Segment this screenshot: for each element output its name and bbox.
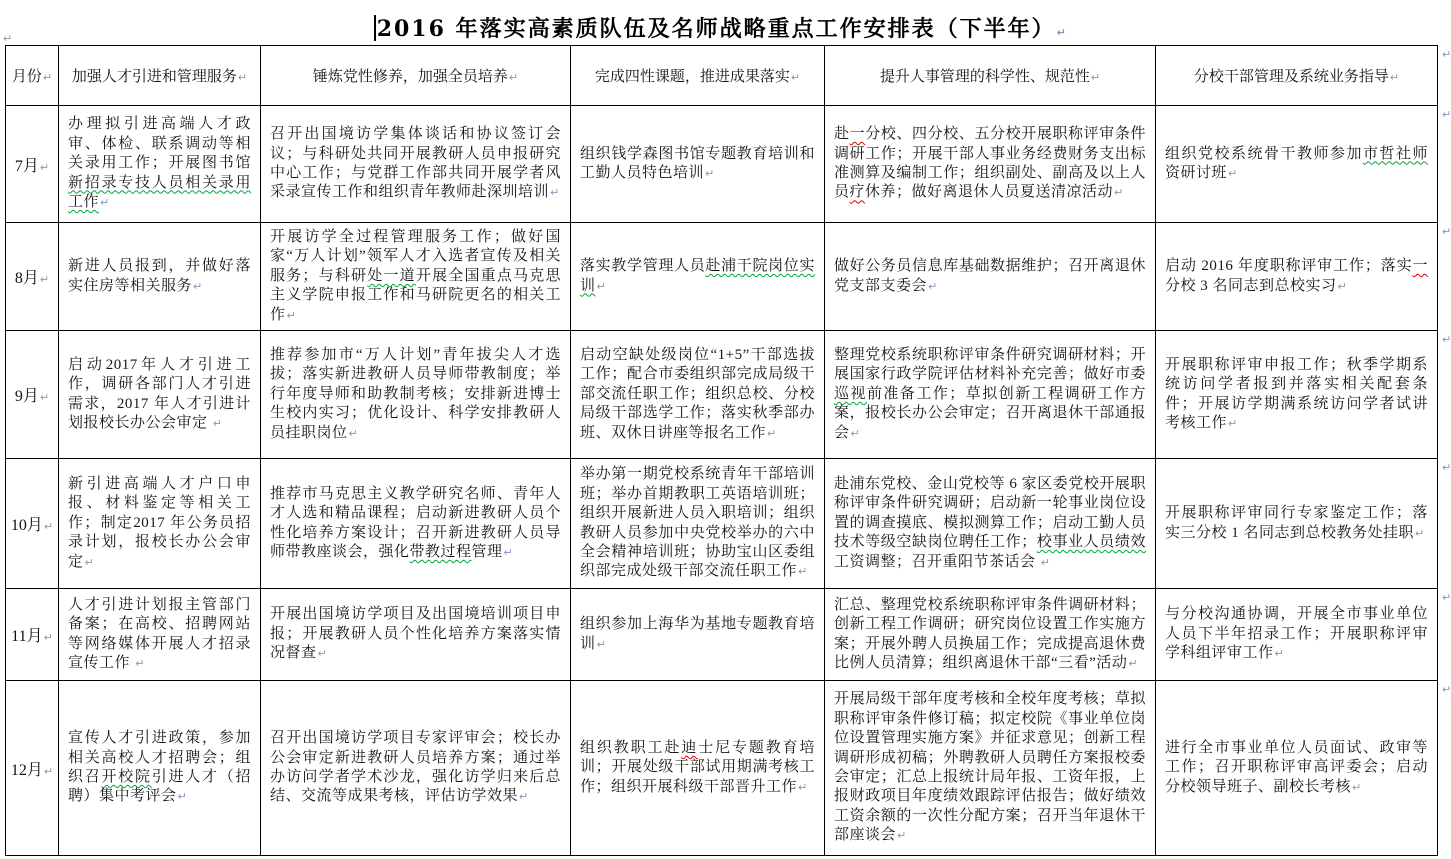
- column-header[interactable]: [571, 46, 825, 106]
- cell-text: 组织参加上海华为基地专题教育培训: [580, 616, 815, 652]
- cell-text: 落实教学管理人员: [580, 258, 706, 275]
- task-cell-text: [270, 125, 561, 203]
- task-cell-text: [1165, 504, 1428, 543]
- cell-text: 组织教职工赴: [580, 739, 682, 756]
- month-label: 10月: [10, 517, 43, 534]
- cell-text: 开展职称评审申报工作；秋季学期系统访问学者报到并落实相关配套条件；开展访学期满系统访问学者试讲考核工作: [1165, 356, 1428, 431]
- task-cell[interactable]: [59, 106, 261, 223]
- task-cell-text: [834, 690, 1146, 845]
- cell-text: 人才引进计划报主管部门备案；在高校、招聘网站等网络媒体开展人才招录宣传工作: [68, 596, 251, 671]
- column-header-label: 提升人事管理的科学性、规范性: [879, 69, 1090, 85]
- paragraph-mark: ↵: [1114, 186, 1124, 200]
- spellcheck-red-text: 一: [1412, 258, 1428, 275]
- task-cell[interactable]: [1156, 331, 1438, 459]
- task-cell[interactable]: [1156, 106, 1438, 223]
- task-cell-text: [68, 475, 251, 572]
- cell-text: 新引进高端人才户口申报、材料鉴定等相关工作；制定2017 年公务员招录计划，报校长办公会审定: [68, 475, 251, 570]
- spellcheck-green-text: 巡视: [834, 385, 867, 402]
- task-cell-text: [68, 729, 251, 807]
- paragraph-mark: ↵: [798, 565, 808, 579]
- cell-text: 前准备工作；草拟创新工程调研工作方案，报校长办公会审定；召开离退休干部通报会: [834, 385, 1146, 441]
- paragraph-mark: ↵: [43, 520, 54, 533]
- cell-text: 做好公务员信息库基础数据维护；召开离退休党支部支委会: [834, 258, 1146, 294]
- spellcheck-red-text: 疗: [849, 184, 866, 201]
- cell-text: 新进人员报到，并做好落实住房等相关服务: [68, 258, 251, 294]
- column-header[interactable]: [825, 46, 1156, 106]
- task-cell[interactable]: [825, 106, 1156, 223]
- task-cell[interactable]: [571, 589, 825, 681]
- cell-text: 召开出国境访学项目专家评审会；校长办公会审定新进教研人员培养方案；通过举办访问学者学术沙龙，强化访学归来后总结、交流等成果考核，评估访学效果: [270, 730, 561, 805]
- cell-text: 士尼专题教育培训；开展处级干部试用期满考核工作；组织开展科级干部晋升工作: [580, 739, 815, 795]
- paragraph-mark: ↵: [1040, 555, 1050, 569]
- task-cell-text: [1165, 257, 1428, 296]
- cell-text: 宣传人才引进政策，参加相关高校人才招聘会；组织召: [68, 730, 251, 785]
- task-cell[interactable]: [571, 681, 825, 856]
- title-text: 2016 年落实高素质队伍及名师战略重点工作安排表（下半年）: [376, 16, 1056, 42]
- cell-text: 启动 2016 年度职称评审工作；落实: [1165, 258, 1413, 275]
- paragraph-mark: ↵: [1389, 71, 1400, 84]
- paragraph-mark: ↵: [1442, 591, 1451, 604]
- column-header-label: 完成四性课题，推进成果落实: [594, 69, 790, 85]
- paragraph-mark: ↵: [177, 790, 187, 804]
- task-cell[interactable]: [825, 331, 1156, 459]
- task-cell-text: [68, 257, 251, 296]
- paragraph-mark: ↵: [1415, 526, 1425, 540]
- cell-text: 开展职称评审同行专家鉴定工作；落实三分校 1 名同志到总校教务处挂职: [1165, 505, 1428, 541]
- month-cell[interactable]: [6, 459, 59, 589]
- month-label: 8月: [14, 270, 39, 287]
- paragraph-mark: ↵: [928, 279, 938, 293]
- month-label: 7月: [14, 157, 39, 175]
- paragraph-mark: ↵: [135, 656, 145, 670]
- task-cell[interactable]: [59, 331, 261, 459]
- task-cell-text: [580, 145, 815, 184]
- paragraph-mark: ↵: [1442, 225, 1451, 238]
- paragraph-mark: ↵: [43, 764, 54, 778]
- paragraph-mark: ↵: [43, 631, 53, 644]
- paragraph-mark: ↵: [1228, 167, 1238, 180]
- cell-text: 开展访学全过程管理服务工作；做好国家“万人计划”领军人才入选者宣传及相关服务；与科研: [270, 228, 561, 284]
- table-wrap: [5, 45, 1451, 856]
- cell-text: 与分校沟通协调，开展全市事业单位人员下半年招录工作；开展职称评审学科组评审工作: [1165, 606, 1428, 662]
- task-cell[interactable]: [1156, 589, 1438, 681]
- spellcheck-red-text: 迪: [681, 739, 699, 756]
- paragraph-mark: ↵: [897, 829, 907, 843]
- paragraph-mark: ↵: [286, 308, 296, 322]
- document-title[interactable]: [0, 0, 1440, 45]
- task-cell[interactable]: [825, 223, 1156, 331]
- cell-text: 开展局级干部年度考核和全校年度考核；草拟职称评审条件修订稿；拟定校院《事业单位岗位设置管理实施方案》并征求意见；创新工程调研形成初稿；外聘教研人员聘任方案报校委会审定；汇总上报统计局年报、工资年报，上报财政项目年度绩效跟踪评估报告；做好绩效工资余额的一次性分配方案；召开当年退休干部座谈会: [834, 691, 1146, 844]
- task-cell-text: [68, 356, 251, 434]
- cell-text: 开展全国重点马克思主义学院申报工作和马研院更名的相关工作: [270, 267, 561, 323]
- paragraph-mark: ↵: [1352, 780, 1362, 794]
- paragraph-mark: ↵: [1228, 416, 1238, 430]
- task-cell-text: [270, 485, 561, 563]
- cell-text: 管理: [471, 543, 503, 560]
- spellcheck-green-text: 赴浦干院岗位实训: [580, 258, 815, 294]
- paragraph-mark: ↵: [519, 790, 529, 804]
- task-cell[interactable]: [261, 589, 571, 681]
- paragraph-mark: ↵: [705, 167, 715, 180]
- paragraph-mark: ↵: [39, 160, 50, 174]
- task-cell-text: [580, 465, 815, 581]
- column-header-label: 锤炼党性修养，加强全员培养: [312, 69, 508, 85]
- task-cell-text: [1165, 356, 1428, 434]
- month-label: 11月: [11, 628, 43, 645]
- paragraph-mark: ↵: [212, 416, 222, 430]
- cell-text: 整理党校系统职称评审条件研究调研材料；开展国家行政学院评估材料补充完善；做好市委: [834, 346, 1146, 383]
- column-header-label: 分校干部管理及系统业务指导: [1193, 69, 1389, 85]
- task-cell[interactable]: [59, 223, 261, 331]
- paragraph-mark: ↵: [39, 273, 50, 286]
- cell-text: 组织钱学森图书馆专题教育培训和工勤人员特色培训: [580, 145, 815, 181]
- cell-text: 启动空缺处级岗位“1+5”干部选拔工作；配合市委组织部完成局级干部交流任职工作；组织总校、分校局级干部选学工作；落实秋季部办班、双休日讲座等报名工作: [580, 346, 815, 441]
- cell-text: 办理拟引进高端人才政审、体检、联系调动等相关录用工作；开展图书馆: [68, 116, 251, 172]
- schedule-table[interactable]: [5, 45, 1438, 856]
- task-cell-text: [68, 596, 251, 674]
- cell-text: 进行全市事业单位人员面试、政审等工作；召开职称评审高评委会；启动分校领导班子、副校长考核: [1165, 739, 1428, 795]
- paragraph-mark: ↵: [193, 279, 203, 293]
- paragraph-mark: ↵: [1274, 647, 1284, 661]
- month-cell[interactable]: [6, 106, 59, 223]
- month-label: 12月: [10, 761, 43, 779]
- task-cell-text: [270, 605, 561, 663]
- paragraph-mark: ↵: [1442, 333, 1451, 346]
- task-cell[interactable]: [571, 459, 825, 589]
- cell-text: 汇总、整理党校系统职称评审条件调研材料；创新工程工作调研；研究岗位设置工作实施方案；开展外聘人员换届工作；完成提高退休费比例人员清算；组织离退休干部“三看”活动: [834, 596, 1146, 671]
- paragraph-mark: ↵: [550, 186, 560, 200]
- paragraph-mark: ↵: [1090, 71, 1101, 84]
- cell-text: 赴浦东党校、金山党校等 6 家区委党校开展职称评审条件研究调研；启动新一轮事业岗位设置的调查摸底、模拟测算工作；启动工勤人员技术等级空缺岗位聘任工作；: [834, 475, 1146, 551]
- paragraph-mark: ↵: [3, 32, 13, 45]
- column-header-label: 月份: [11, 69, 42, 85]
- cell-text: 举办第一期党校系统青年干部培训班；举办首期教职工英语培训班；组织开展新进人员入职培训；组织教研人员参加中央党校举办的六中全会精神培训班；协助宝山区委组织部完成处级干部交流任职工作: [580, 466, 815, 580]
- task-cell[interactable]: [1156, 223, 1438, 331]
- task-cell-text: [580, 257, 815, 296]
- task-cell-text: [580, 739, 815, 797]
- task-cell-text: [1165, 605, 1428, 663]
- task-cell[interactable]: [825, 681, 1156, 856]
- task-cell-text: [1165, 739, 1428, 797]
- task-cell-text: [1165, 145, 1428, 184]
- paragraph-mark: ↵: [317, 647, 327, 661]
- spellcheck-green-text: 开校院: [101, 769, 152, 785]
- task-cell[interactable]: [59, 459, 261, 589]
- paragraph-mark: ↵: [348, 426, 358, 440]
- column-header[interactable]: [261, 46, 571, 106]
- paragraph-mark: ↵: [850, 426, 860, 440]
- spellcheck-green-text: 带教过程: [409, 543, 472, 560]
- paragraph-mark: ↵: [790, 71, 801, 84]
- paragraph-mark: ↵: [1442, 108, 1451, 121]
- paragraph-mark: ↵: [39, 391, 50, 404]
- paragraph-mark: ↵: [1442, 48, 1451, 61]
- task-cell-text: [834, 475, 1146, 572]
- task-cell[interactable]: [261, 459, 571, 589]
- task-cell-text: [270, 228, 561, 325]
- text-cursor: [374, 15, 376, 41]
- task-cell-text: [834, 125, 1146, 203]
- task-cell[interactable]: [571, 106, 825, 223]
- task-cell[interactable]: [59, 681, 261, 856]
- task-cell-text: [270, 729, 561, 807]
- task-cell[interactable]: [571, 223, 825, 331]
- task-cell-text: [580, 615, 815, 654]
- paragraph-mark: ↵: [596, 279, 606, 293]
- paragraph-mark: ↵: [100, 196, 110, 210]
- paragraph-mark: ↵: [84, 555, 94, 569]
- spellcheck-green-text: 市哲社师: [1362, 145, 1428, 162]
- cell-text: 工资调整；召开重阳节茶话会: [834, 553, 1040, 570]
- paragraph-mark: ↵: [42, 71, 53, 84]
- task-cell[interactable]: [261, 223, 571, 331]
- paragraph-mark: ↵: [503, 545, 513, 559]
- task-cell[interactable]: [261, 681, 571, 856]
- paragraph-mark: ↵: [767, 426, 777, 440]
- cell-text: 组织党校系统骨干教师参加: [1165, 145, 1363, 162]
- cell-text: 休养；做好离退休人员夏送清凉活动: [865, 184, 1114, 201]
- task-cell[interactable]: [825, 589, 1156, 681]
- spellcheck-red-text: 一: [849, 126, 866, 143]
- month-cell[interactable]: [6, 681, 59, 856]
- column-header-label: 加强人才引进和管理服务: [71, 69, 237, 85]
- task-cell[interactable]: [571, 331, 825, 459]
- cell-text: 分校 3 名同志到总校实习: [1165, 277, 1337, 294]
- task-cell-text: [834, 257, 1146, 296]
- month-cell[interactable]: [6, 331, 59, 459]
- task-cell[interactable]: [1156, 459, 1438, 589]
- cell-text: 开展出国境访学项目及出国境培训项目申报；开展教研人员个性化培养方案落实情况督查: [270, 606, 561, 662]
- spellcheck-green-text: 新招录专技人员相关录用工作: [68, 174, 251, 211]
- task-cell[interactable]: [825, 459, 1156, 589]
- cell-text: 资研讨班: [1165, 165, 1228, 181]
- paragraph-mark: ↵: [1128, 656, 1138, 670]
- task-cell-text: [270, 346, 561, 443]
- task-cell[interactable]: [261, 106, 571, 223]
- paragraph-mark: ↵: [1056, 26, 1066, 39]
- task-cell[interactable]: [261, 331, 571, 459]
- cell-text: 赴: [834, 126, 850, 143]
- task-cell-text: [834, 596, 1146, 674]
- column-header[interactable]: [6, 46, 59, 106]
- month-cell[interactable]: [6, 589, 59, 681]
- paragraph-mark: ↵: [1442, 461, 1451, 474]
- task-cell-text: [580, 346, 815, 443]
- cell-text: 启动2017年人才引进工作，调研各部门人才引进需求，2017 年人才引进计划报校长办公会审定: [68, 356, 251, 431]
- spellcheck-green-text: 校事业人员绩效: [1036, 534, 1146, 551]
- paragraph-mark: ↵: [508, 71, 519, 84]
- month-label: 9月: [14, 388, 39, 405]
- paragraph-mark: ↵: [798, 780, 808, 794]
- cell-text: 引进人才（招聘）集中考评会: [68, 769, 251, 805]
- month-cell[interactable]: [6, 223, 59, 331]
- task-cell[interactable]: [59, 589, 261, 681]
- cell-text: 推荐市马克思主义教学研究名师、青年人才人选和精品课程；启动新进教研人员个性化培养方案设计；召开新进教研人员导师带教座谈会，强化: [270, 485, 561, 560]
- task-cell-text: [834, 346, 1146, 443]
- cell-text: 推荐参加市“万人计划”青年拔尖人才选拔；落实新进教研人员导师带教制度；举行年度导师和助教制考核；安排新进博士生校内实习；优化设计、科学安排教研人员挂职岗位: [270, 346, 561, 441]
- task-cell[interactable]: [1156, 681, 1438, 856]
- paragraph-mark: ↵: [1442, 683, 1451, 696]
- task-cell-text: [68, 115, 251, 212]
- cell-text: 分校、四分校、五分校开展职称评审条件调研工作；开展干部人事业务经费财务支出标准测算及编制工作；组织副处、副高及以上人员: [834, 126, 1146, 201]
- spellcheck-green-text: 处一道: [367, 267, 416, 284]
- paragraph-mark: ↵: [237, 71, 248, 84]
- paragraph-mark: ↵: [1337, 279, 1347, 293]
- column-header[interactable]: [1156, 46, 1438, 106]
- column-header[interactable]: [59, 46, 261, 106]
- cell-text: 召开出国境访学集体谈话和协议签订会议；与科研处共同开展教研人员申报研究中心工作；与党群工作部共同开展学者风采录宣传工作和组织青年教师赴深圳培训: [270, 126, 561, 201]
- paragraph-mark: ↵: [596, 637, 606, 651]
